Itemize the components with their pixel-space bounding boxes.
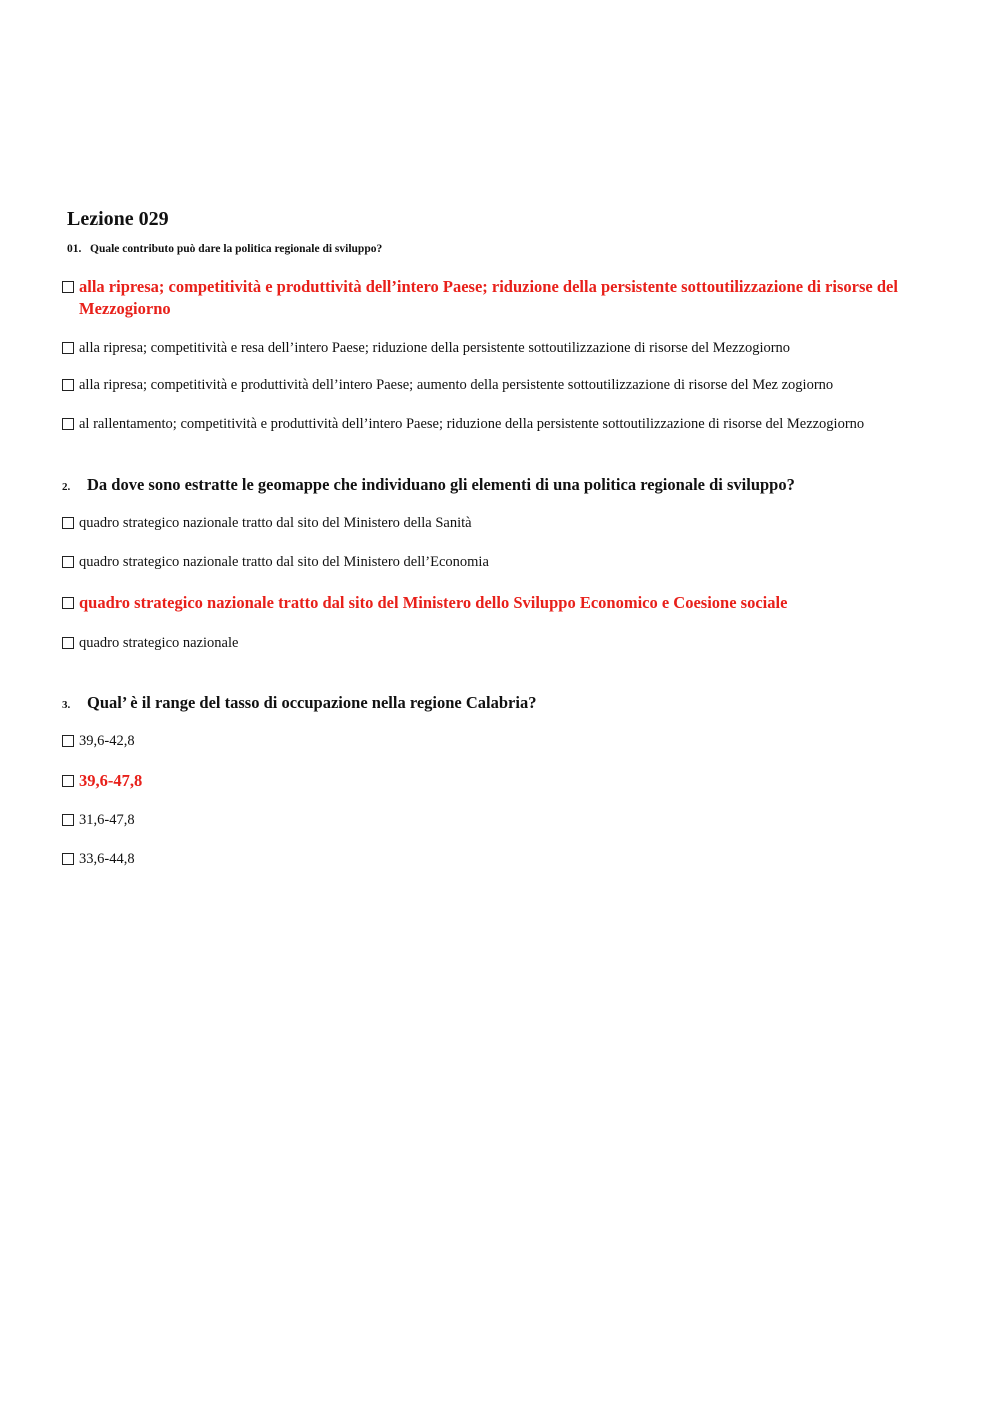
checkbox-icon[interactable] [62, 418, 74, 430]
answer-text: quadro strategico nazionale tratto dal sito del Ministero dell’Economia [79, 554, 489, 570]
answer-option[interactable] [62, 552, 912, 572]
answer-option[interactable] [62, 849, 912, 869]
checkbox-icon[interactable] [62, 597, 74, 609]
question-text: Quale contributo può dare la politica regionale di sviluppo? [90, 243, 383, 255]
lesson-title: Lezione 029 [67, 208, 169, 230]
answer-text: 39,6-42,8 [79, 733, 135, 749]
question-text: Da dove sono estratte le geomappe che individuano gli elementi di una politica regionale di sviluppo? [87, 475, 795, 494]
answer-text: 33,6-44,8 [79, 851, 135, 867]
question-text: Qual’ è il range del tasso di occupazione nella regione Calabria? [87, 693, 537, 712]
question-2 [62, 474, 795, 498]
answer-option[interactable] [62, 770, 912, 792]
answer-option[interactable] [62, 592, 912, 614]
answer-option[interactable] [62, 633, 912, 653]
answer-option[interactable] [62, 810, 912, 830]
answer-option[interactable] [62, 338, 912, 358]
answer-option[interactable] [62, 513, 912, 533]
question-3 [62, 692, 536, 716]
question-number: 01. [67, 243, 82, 255]
answer-text: quadro strategico nazionale tratto dal sito del Ministero dello Sviluppo Economico e Coesione sociale [79, 593, 788, 612]
answer-option[interactable] [62, 375, 912, 395]
answer-text: 39,6-47,8 [79, 771, 143, 790]
answer-text: alla ripresa; competitività e produttività dell’intero Paese; aumento della persistente sottoutilizzazione di risorse del Mez zogiorno [79, 377, 834, 393]
answer-text: quadro strategico nazionale [79, 635, 239, 651]
checkbox-icon[interactable] [62, 637, 74, 649]
checkbox-icon[interactable] [62, 775, 74, 787]
answer-text: al rallentamento; competitività e produttività dell’intero Paese; riduzione della persistente sottoutilizzazione di risorse del Mezzogiorno [79, 416, 865, 432]
question-1 [67, 241, 382, 257]
answer-option[interactable] [62, 276, 912, 320]
answer-text: alla ripresa; competitività e produttività dell’intero Paese; riduzione della persistente sottoutilizzazione di risorse del Mezzogiorno [79, 277, 898, 318]
answer-text: quadro strategico nazionale tratto dal sito del Ministero della Sanità [79, 515, 472, 531]
checkbox-icon[interactable] [62, 342, 74, 354]
question-number: 2. [62, 481, 71, 493]
checkbox-icon[interactable] [62, 735, 74, 747]
question-number: 3. [62, 699, 71, 711]
checkbox-icon[interactable] [62, 853, 74, 865]
checkbox-icon[interactable] [62, 379, 74, 391]
checkbox-icon[interactable] [62, 517, 74, 529]
answer-text: alla ripresa; competitività e resa dell’intero Paese; riduzione della persistente sottoutilizzazione di risorse del Mezzogiorno [79, 340, 791, 356]
answer-text: 31,6-47,8 [79, 812, 135, 828]
answer-option[interactable] [62, 414, 912, 434]
checkbox-icon[interactable] [62, 281, 74, 293]
checkbox-icon[interactable] [62, 814, 74, 826]
checkbox-icon[interactable] [62, 556, 74, 568]
answer-option[interactable] [62, 731, 912, 751]
